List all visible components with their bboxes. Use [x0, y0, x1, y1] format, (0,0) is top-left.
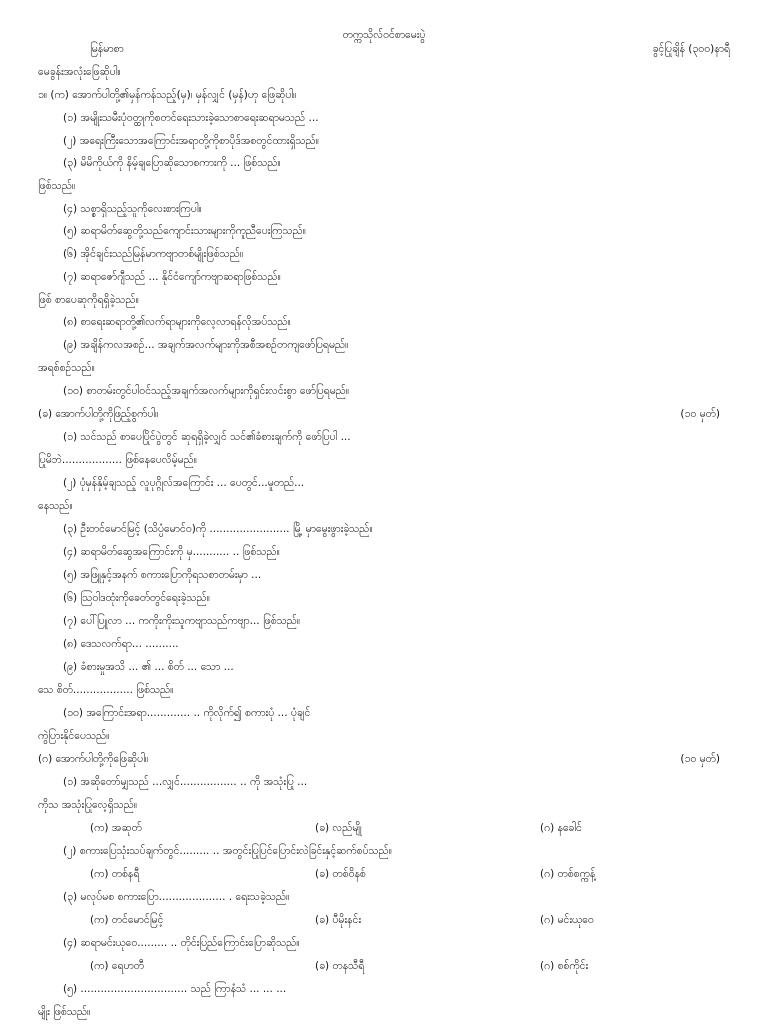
header-right: ခွင့်ပြုချိန် (၃၀၀)နာရီ — [652, 43, 730, 55]
document-title: တက္ကသိုလ်ဝင်စာမေးပွဲ — [342, 29, 426, 41]
option-c: (ဂ) စစ်ကိုင်း — [540, 960, 589, 972]
continuation: မျိုး ဖြစ်သည်။ — [38, 1006, 91, 1018]
option-b: (ခ) ပီမိုးနင်း — [315, 914, 362, 926]
marks-3: (၁၀ မှတ်) — [680, 753, 720, 765]
question-1: (၁) အမျိုးသမီးပုံဝတ္ထုကိုစတင်ရေးသားခဲ့သောစာရေးဆရာမသည် ... — [63, 112, 319, 124]
question-3-4: (၄) ဆရာမင်းယုဝေ......... .. တိုင်းပြည်ကြောင်းပြောဆိုသည်။ — [63, 937, 300, 949]
question-2: (၂) အရေးကြီးသောအကြောင်းအရာတို့ကိုစာပိုဒ်အစတွင်ထားရှိသည်။ — [63, 135, 319, 147]
option-a: (က) တင်မောင်မြင့် — [90, 914, 164, 926]
option-c: (ဂ) မင်းယုဝေ — [540, 914, 594, 926]
question-2-8: (၈) ဒေသလက်ရာ... .......... — [63, 638, 179, 650]
question-4: (၄) သစ္စာရှိသည့်သူကိုလေးစားကြပါ။ — [63, 203, 202, 215]
continuation: ပြုမိဘဲ.................. ဖြစ်နေပေလိမ့်မည်။ — [38, 454, 197, 466]
marks-2: (၁၀ မှတ်) — [680, 408, 720, 420]
option-c: (ဂ) နခေါင် — [540, 822, 582, 834]
question-2-3: (၃) ဦးတင်မောင်မြင့် (သိပ္ပံမောင်ဝ)ကို ........................ မြို့ မှာမွေးဖွားခဲ့သည်။ — [63, 523, 373, 535]
option-a: (က) ရေဟတီ — [90, 960, 145, 972]
question-9: (၉) အချိန်ကလအစဉ်... အချက်အလက်များကိုအစီအစဉ်တကျဖော်ပြရမည်။ — [63, 339, 349, 351]
question-2-4: (၄) ဆရာမိတ်ဆွေအကြောင်းကို မှ........... .. ဖြစ်သည်။ — [63, 546, 280, 558]
continuation: ဖြစ်သည်။ — [38, 180, 76, 192]
continuation: သေ စိတ်.................. ဖြစ်သည်။ — [38, 684, 174, 696]
option-a: (က) အဆုတ် — [90, 822, 142, 834]
question-10: (၁၀) စာတမ်းတွင်ပါဝင်သည့်အချက်အလက်များကိုရှင်းလင်းစွာ ဖော်ပြရမည်။ — [63, 385, 350, 397]
question-5: (၅) ဆရာမိတ်ဆွေတို့သည်ကျောင်းသားများကိုကူညီပေးကြသည်။ — [63, 225, 306, 237]
option-b: (ခ) တစ်ဝိနစ် — [315, 868, 366, 880]
question-2-2: (၂) ပုံမှန်နှိမ့်ချသည့် လူပုဂ္ဂိုလ်အကြောင်း ... ပေတွင်...မူတည်... — [63, 477, 305, 489]
option-a: (က) တစ်နရီ — [90, 868, 140, 880]
option-c: (ဂ) တစ်စက္ကန့် — [540, 868, 596, 880]
section-3: (ဂ) အောက်ပါတို့ကိုဖြေဆိုပါ။ — [38, 753, 149, 765]
section-1: ၁။ (က) အောက်ပါတို့၏မှန်ကန်သည့်(မှ)၊ မှန်လျှင် (မှန်)ဟု ဖြေဆိုပါ။ — [38, 89, 297, 101]
continuation: အရစ်စဉ်သည်။ — [38, 362, 95, 374]
question-7: (၇) ဆရာဇော်ဂျီသည် ... နိုင်ငံကျော်ကဗျာဆရာဖြစ်သည်။ — [63, 271, 281, 283]
question-2-6: (၆) သြဝါဒထုံးကိုခေတ်တွင်ရေးခဲ့သည်။ — [63, 592, 210, 604]
header-left: မြန်မာစာ — [90, 43, 124, 55]
question-3: (၃) မိမိကိုယ်ကို နိမ့်ချပြောဆိုသောစကားကို ... ဖြစ်သည်။ — [63, 157, 281, 169]
question-3-5: (၅) ................................ သည် ကြာနံသံ ... ... ... — [63, 983, 287, 995]
option-b: (ခ) တနသီရီ — [315, 960, 365, 972]
option-b: (ခ) လည်မျို — [315, 822, 362, 834]
continuation: ကွဲပြားနိုင်ပေသည်။ — [38, 730, 110, 742]
question-3-3: (၃) မလုပ်မစ စကားပြော.................... . ရေးသခဲ့သည်။ — [63, 891, 290, 903]
question-8: (၈) စာရေးဆရာတို့၏လက်ရာများကိုလေ့လာရန်လိုအပ်သည်။ — [63, 316, 291, 328]
continuation: ကိုသ အသုံးပြုလေ့ရှိသည်။ — [38, 799, 138, 811]
question-2-5: (၅) အဖြူနှင့်အနက် စကားပြောကိုရသစာတမ်းမှာ ... — [63, 569, 262, 581]
question-3-2: (၂) စကားပြေသုံးသပ်ချက်တွင်......... .. အတွင်းပြုပြင်ပြောင်းလဲခြင်းနှင့်ဆက်စပ်သည်။ — [63, 845, 392, 857]
question-2-9: (၉) ခံစားမှုအသိ ... ၏ ... စိတ် ... သော ... — [63, 661, 234, 673]
question-2-1: (၁) သင်သည် စာပေပြိုင်ပွဲတွင် ဆုရရှိခဲ့လျှင် သင်၏ခံစားချက်ကို ဖော်ပြပါ ... — [63, 431, 351, 443]
question-2-7: (၇) ပေါ်ပြူလာ ... ကကိုးကိုးသူကဗျာသည်ကဗျာ... ဖြစ်သည်။ — [63, 615, 301, 627]
continuation: နေသည်။ — [38, 500, 73, 512]
continuation: ဖြစ် စာပေဆုကိုရရှိခဲ့သည်။ — [38, 294, 139, 306]
question-3-1: (၁) အဆိုတော်မျှသည် ...လျှင်................. .. ကို အသုံးပြု ... — [63, 776, 308, 788]
question-2-10: (၁၀) အကြောင်းအရာ............. .. ကိုလိုက်၍ စကားပုံ ... ပုံချင် — [63, 707, 311, 719]
section-2: (ခ) အောက်ပါတို့ကိုဖြည့်စွက်ပါ။ — [38, 408, 159, 420]
instruction-line: မေခွန်းအလုံးဖြေဆိုပါ။ — [38, 66, 121, 78]
question-6: (၆) အိုင်ချင်းသည်မြန်မာကဗျာတစ်မျိုးဖြစ်သည်။ — [63, 248, 244, 260]
